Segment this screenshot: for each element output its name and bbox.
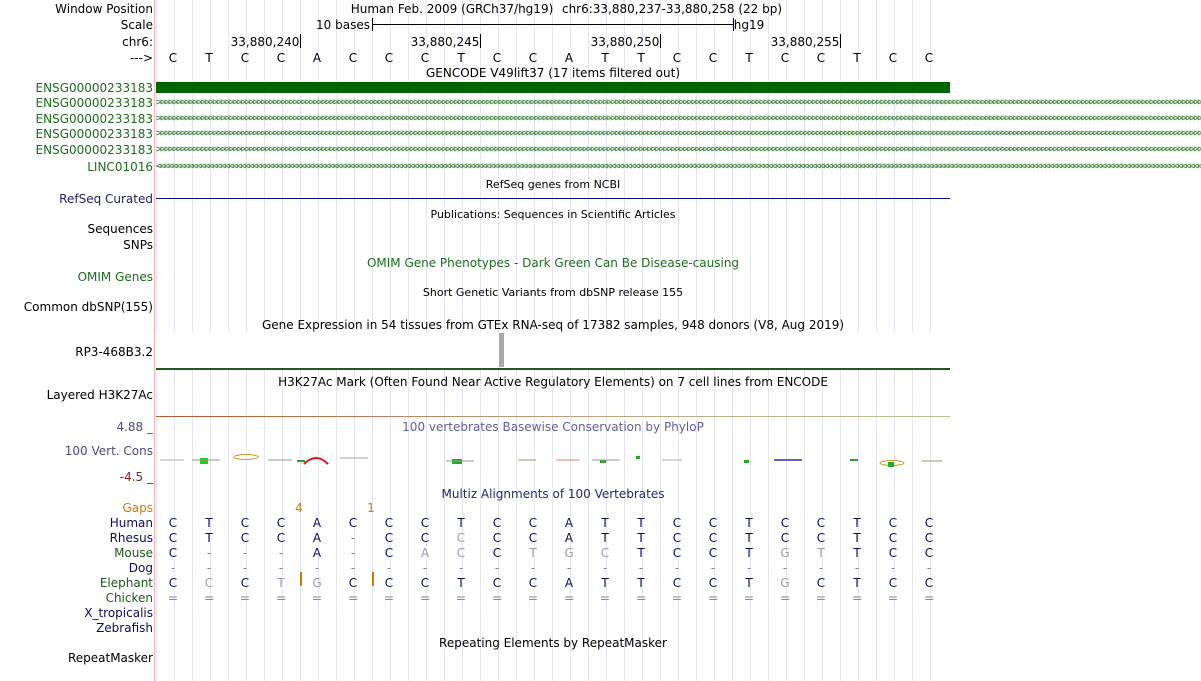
alignment-base: G — [780, 576, 790, 590]
alignment-base: = — [311, 591, 323, 605]
repeatmasker-track-label[interactable]: RepeatMasker — [67, 651, 153, 665]
gtex-gene-label[interactable]: RP3-468B3.2 — [75, 345, 153, 359]
alignment-base: = — [167, 591, 179, 605]
reference-base: A — [564, 51, 574, 65]
alignment-base: A — [312, 546, 322, 560]
dbsnp-track-label[interactable]: Common dbSNP(155) — [23, 300, 153, 314]
alignment-base: C — [420, 576, 430, 590]
alignment-base: C — [168, 531, 178, 545]
alignment-base: T — [745, 576, 753, 590]
alignment-base: - — [206, 561, 212, 575]
alignment-base: T — [457, 576, 465, 590]
ruler-tick — [660, 34, 661, 48]
repeatmasker-track-title: Repeating Elements by RepeatMasker — [439, 636, 667, 650]
alignment-base: T — [637, 516, 645, 530]
alignment-base: - — [458, 561, 464, 575]
gencode-item-label[interactable]: ENSG00000233183 — [35, 127, 153, 141]
alignment-base: = — [563, 591, 575, 605]
species-label[interactable]: Zebrafish — [96, 621, 153, 635]
alignment-base: = — [203, 591, 215, 605]
alignment-base: G — [312, 576, 322, 590]
alignment-base: C — [816, 576, 826, 590]
gap-count: 1 — [367, 501, 375, 515]
refseq-track-title: RefSeq genes from NCBI — [485, 178, 621, 191]
alignment-base: C — [924, 546, 934, 560]
alignment-base: T — [745, 516, 753, 530]
alignment-base: C — [240, 576, 250, 590]
alignment-base: C — [420, 531, 430, 545]
alignment-base: - — [854, 561, 860, 575]
alignment-base: - — [314, 561, 320, 575]
alignment-base: - — [674, 561, 680, 575]
reference-base: C — [276, 51, 286, 65]
alignment-base: C — [204, 576, 214, 590]
alignment-base: C — [384, 516, 394, 530]
alignment-base: = — [239, 591, 251, 605]
alignment-base: - — [350, 546, 356, 560]
alignment-base: C — [168, 576, 178, 590]
alignment-base: - — [278, 561, 284, 575]
h3k27ac-track-label[interactable]: Layered H3K27Ac — [46, 388, 153, 402]
alignment-base: - — [638, 561, 644, 575]
alignment-base: = — [383, 591, 395, 605]
scale-db: hg19 — [733, 18, 765, 32]
alignment-base: T — [853, 576, 861, 590]
gaps-label: Gaps — [122, 501, 153, 515]
alignment-base: C — [240, 531, 250, 545]
alignment-base: C — [672, 576, 682, 590]
label-divider — [154, 0, 155, 681]
alignment-base: = — [779, 591, 791, 605]
reference-base: T — [457, 51, 465, 65]
species-label[interactable]: Chicken — [105, 591, 153, 605]
alignment-base: - — [566, 561, 572, 575]
gap-marker — [372, 572, 374, 586]
alignment-base: A — [564, 531, 574, 545]
alignment-base: - — [530, 561, 536, 575]
dbsnp-track-title: Short Genetic Variants from dbSNP release 155 — [422, 286, 684, 299]
gtex-gene-model[interactable] — [156, 368, 950, 370]
alignment-base: C — [672, 546, 682, 560]
alignment-base: C — [456, 546, 466, 560]
alignment-base: C — [492, 576, 502, 590]
alignment-base: - — [350, 531, 356, 545]
alignment-base: T — [205, 516, 213, 530]
alignment-base: T — [745, 531, 753, 545]
alignment-base: C — [816, 516, 826, 530]
alignment-base: C — [276, 531, 286, 545]
alignment-base: C — [276, 516, 286, 530]
gtex-track-title: Gene Expression in 54 tissues from GTEx RNA-seq of 17382 samples, 948 donors (V8, Aug 2019) — [261, 318, 845, 332]
alignment-base: C — [492, 516, 502, 530]
reference-base: C — [348, 51, 358, 65]
reference-base: T — [601, 51, 609, 65]
gencode-item-label[interactable]: ENSG00000233183 — [35, 96, 153, 110]
alignment-base: T — [853, 531, 861, 545]
alignment-base: C — [816, 531, 826, 545]
alignment-base: T — [601, 516, 609, 530]
alignment-base: - — [170, 561, 176, 575]
chrom-label: chr6: — [122, 35, 153, 49]
alignment-base: A — [420, 546, 430, 560]
alignment-base: T — [637, 576, 645, 590]
alignment-base: - — [386, 561, 392, 575]
alignment-base: C — [888, 546, 898, 560]
alignment-base: C — [708, 531, 718, 545]
gtex-track-area — [156, 332, 950, 368]
alignment-base: C — [384, 531, 394, 545]
omim-track-label[interactable]: OMIM Genes — [77, 270, 153, 284]
alignment-base: - — [746, 561, 752, 575]
alignment-base: C — [492, 546, 502, 560]
reference-base: C — [780, 51, 790, 65]
alignment-base: T — [205, 531, 213, 545]
h3k27ac-track-title: H3K27Ac Mark (Often Found Near Active Regulatory Elements) on 7 cell lines from ENCODE — [278, 375, 828, 389]
alignment-base: C — [384, 576, 394, 590]
alignment-base: - — [278, 546, 284, 560]
alignment-base: A — [312, 531, 322, 545]
gtex-expression-bar[interactable] — [499, 333, 504, 367]
alignment-base: = — [455, 591, 467, 605]
alignment-base: - — [350, 561, 356, 575]
gap-marker — [300, 572, 302, 586]
reference-base: C — [240, 51, 250, 65]
alignment-base: C — [528, 576, 538, 590]
refseq-gene-line[interactable] — [156, 198, 950, 199]
gencode-item-label[interactable]: LINC01016 — [87, 160, 153, 174]
alignment-base: - — [242, 561, 248, 575]
alignment-base: = — [599, 591, 611, 605]
gencode-item-label[interactable]: ENSG00000233183 — [35, 112, 153, 126]
alignment-base: A — [312, 516, 322, 530]
gencode-intron-forward[interactable]: >>>>>>>>>>>>>>>>>>>>>>>>>>>>>>>>>>>>>>>>>>>>>>>>>>>>>>>>>>>>>>>>>>>>>>>>>>>>>>>>>>>>>>>>>>>>>>>>>>>>>>>>>>>>>>>>>>>>>>>>>>>>>>>>>>>>>>>>>>>>>>>>>>>>>>>>>>>>>>>>>>>>>>>>>>>>>>>>>>>>>>>>>>>>>>>>>>>>>>>>>>>>>>>>>>>>>>>>>>>>>>>>>>>>>>>>>>>>>>>>>>>>>>>>>>>>>>>>>>>> — [156, 97, 1201, 108]
ruler-tick — [480, 34, 481, 48]
scale-bar-text: 10 bases — [316, 18, 370, 32]
alignment-base: - — [818, 561, 824, 575]
gencode-item-label[interactable]: ENSG00000233183 — [35, 143, 153, 157]
alignment-base: C — [492, 531, 502, 545]
alignment-base: C — [888, 576, 898, 590]
species-label[interactable]: X_tropicalis — [84, 606, 153, 620]
alignment-base: - — [494, 561, 500, 575]
reference-base: C — [924, 51, 934, 65]
scale-label: Scale — [120, 18, 153, 32]
reference-base: C — [420, 51, 430, 65]
reference-base: C — [528, 51, 538, 65]
alignment-base: = — [527, 591, 539, 605]
alignment-base: - — [926, 561, 932, 575]
reference-base: C — [888, 51, 898, 65]
alignment-base: T — [529, 546, 537, 560]
alignment-base: C — [708, 546, 718, 560]
alignment-base: C — [708, 576, 718, 590]
multiz-track-title: Multiz Alignments of 100 Vertebrates — [441, 487, 665, 501]
alignment-base: - — [602, 561, 608, 575]
reference-base: T — [745, 51, 753, 65]
alignment-base: C — [168, 546, 178, 560]
alignment-base: = — [419, 591, 431, 605]
reference-base: C — [168, 51, 178, 65]
reference-base: C — [492, 51, 502, 65]
alignment-base: = — [707, 591, 719, 605]
ruler-tick-label: 33,880,240 — [230, 35, 300, 49]
alignment-base: T — [601, 531, 609, 545]
phylop-max-label: 4.88 _ — [116, 420, 153, 434]
species-label[interactable]: Human — [109, 516, 153, 530]
alignment-base: C — [780, 516, 790, 530]
alignment-base: T — [745, 546, 753, 560]
alignment-base: C — [348, 516, 358, 530]
alignment-base: = — [671, 591, 683, 605]
alignment-base: = — [743, 591, 755, 605]
alignment-base: A — [564, 516, 574, 530]
publications-track-label[interactable]: Sequences — [87, 222, 153, 236]
alignment-base: T — [457, 516, 465, 530]
ruler-tick — [840, 34, 841, 48]
alignment-base: C — [924, 516, 934, 530]
reference-base: A — [312, 51, 322, 65]
species-label[interactable]: Rhesus — [109, 531, 153, 545]
ruler-tick-label: 33,880,245 — [410, 35, 480, 49]
alignment-base: = — [851, 591, 863, 605]
alignment-base: A — [564, 576, 574, 590]
alignment-base: - — [242, 546, 248, 560]
alignment-base: C — [708, 516, 718, 530]
alignment-base: C — [600, 546, 610, 560]
gencode-item-label[interactable]: ENSG00000233183 — [35, 81, 153, 95]
ruler-tick — [300, 34, 301, 48]
alignment-base: G — [780, 546, 790, 560]
alignment-base: C — [888, 531, 898, 545]
alignment-base: C — [672, 516, 682, 530]
alignment-base: = — [887, 591, 899, 605]
alignment-base: T — [853, 516, 861, 530]
strand-label: ---> — [129, 51, 153, 65]
alignment-base: T — [637, 531, 645, 545]
alignment-base: C — [348, 576, 358, 590]
phylop-track-label[interactable]: 100 Vert. Cons — [64, 444, 153, 458]
alignment-base: = — [275, 591, 287, 605]
assembly-name: Human Feb. 2009 (GRCh37/hg19) — [350, 2, 554, 16]
gencode-track-title: GENCODE V49lift37 (17 items filtered out) — [425, 66, 680, 80]
alignment-base: C — [456, 531, 466, 545]
h3k27ac-signal[interactable] — [156, 416, 950, 417]
alignment-base: = — [635, 591, 647, 605]
reference-base: C — [384, 51, 394, 65]
alignment-base: C — [780, 531, 790, 545]
omim-track-title: OMIM Gene Phenotypes - Dark Green Can Be Disease-causing — [366, 256, 740, 270]
alignment-base: T — [601, 576, 609, 590]
reference-base: T — [853, 51, 861, 65]
alignment-base: C — [420, 516, 430, 530]
alignment-base: C — [924, 576, 934, 590]
reference-base: T — [205, 51, 213, 65]
alignment-base: = — [347, 591, 359, 605]
species-label[interactable]: Dog — [128, 561, 153, 575]
alignment-base: G — [564, 546, 574, 560]
reference-base: C — [672, 51, 682, 65]
position-readout[interactable]: chr6:33,880,237-33,880,258 (22 bp) — [561, 2, 783, 16]
reference-base: C — [816, 51, 826, 65]
alignment-base: C — [888, 516, 898, 530]
snps-track-label[interactable]: SNPs — [123, 238, 153, 252]
alignment-base: = — [923, 591, 935, 605]
publications-track-title: Publications: Sequences in Scientific Articles — [430, 208, 676, 221]
alignment-base: = — [815, 591, 827, 605]
alignment-base: C — [924, 531, 934, 545]
species-label[interactable]: Mouse — [114, 546, 153, 560]
ruler-tick-label: 33,880,255 — [770, 35, 840, 49]
reference-base: C — [708, 51, 718, 65]
gap-count: 4 — [295, 501, 303, 515]
alignment-base: T — [853, 546, 861, 560]
alignment-base: - — [710, 561, 716, 575]
alignment-base: - — [782, 561, 788, 575]
gencode-intron-forward[interactable]: >>>>>>>>>>>>>>>>>>>>>>>>>>>>>>>>>>>>>>>>>>>>>>>>>>>>>>>>>>>>>>>>>>>>>>>>>>>>>>>>>>>>>>>>>>>>>>>>>>>>>>>>>>>>>>>>>>>>>>>>>>>>>>>>>>>>>>>>>>>>>>>>>>>>>>>>>>>>>>>>>>>>>>>>>>>>>>>>>>>>>>>>>>>>>>>>>>>>>>>>>>>>>>>>>>>>>>>>>>>>>>>>>>>>>>>>>>>>>>>>>>>>>>>>>>>>>>>>>>>> — [156, 144, 1201, 155]
gencode-intron-forward[interactable]: >>>>>>>>>>>>>>>>>>>>>>>>>>>>>>>>>>>>>>>>>>>>>>>>>>>>>>>>>>>>>>>>>>>>>>>>>>>>>>>>>>>>>>>>>>>>>>>>>>>>>>>>>>>>>>>>>>>>>>>>>>>>>>>>>>>>>>>>>>>>>>>>>>>>>>>>>>>>>>>>>>>>>>>>>>>>>>>>>>>>>>>>>>>>>>>>>>>>>>>>>>>>>>>>>>>>>>>>>>>>>>>>>>>>>>>>>>>>>>>>>>>>>>>>>>>>>>>>>>>> — [156, 128, 1201, 139]
ruler-tick-label: 33,880,250 — [590, 35, 660, 49]
gencode-exon-block[interactable] — [156, 82, 950, 93]
refseq-track-label[interactable]: RefSeq Curated — [59, 192, 153, 206]
scale-bar-start — [372, 18, 373, 31]
alignment-base: - — [206, 546, 212, 560]
alignment-base: C — [528, 531, 538, 545]
alignment-base: T — [277, 576, 285, 590]
window-position-label: Window Position — [55, 2, 153, 16]
alignment-base: C — [168, 516, 178, 530]
alignment-base: T — [637, 546, 645, 560]
alignment-base: T — [817, 546, 825, 560]
gencode-intron-forward[interactable]: >>>>>>>>>>>>>>>>>>>>>>>>>>>>>>>>>>>>>>>>>>>>>>>>>>>>>>>>>>>>>>>>>>>>>>>>>>>>>>>>>>>>>>>>>>>>>>>>>>>>>>>>>>>>>>>>>>>>>>>>>>>>>>>>>>>>>>>>>>>>>>>>>>>>>>>>>>>>>>>>>>>>>>>>>>>>>>>>>>>>>>>>>>>>>>>>>>>>>>>>>>>>>>>>>>>>>>>>>>>>>>>>>>>>>>>>>>>>>>>>>>>>>>>>>>>>>>>>>>>> — [156, 113, 1201, 124]
alignment-base: = — [491, 591, 503, 605]
alignment-base: - — [422, 561, 428, 575]
phylop-min-label: -4.5 _ — [119, 470, 153, 484]
alignment-base: C — [528, 516, 538, 530]
reference-base: T — [637, 51, 645, 65]
phylop-track-title: 100 vertebrates Basewise Conservation by PhyloP — [402, 420, 704, 434]
species-label[interactable]: Elephant — [99, 576, 153, 590]
phylop-wiggle[interactable] — [156, 450, 950, 470]
alignment-base: C — [240, 516, 250, 530]
alignment-base: C — [384, 546, 394, 560]
scale-bar — [372, 24, 733, 25]
alignment-base: - — [890, 561, 896, 575]
gencode-intron-reverse[interactable]: <<<<<<<<<<<<<<<<<<<<<<<<<<<<<<<<<<<<<<<<<<<<<<<<<<<<<<<<<<<<<<<<<<<<<<<<<<<<<<<<<<<<<<<<<<<<<<<<<<<<<<<<<<<<<<<<<<<<<<<<<<<<<<<<<<<<<<<<<<<<<<<<<<<<<<<<<<<<<<<<<<<<<<<<<<<<<<<<<<<<<<<<<<<<<<<<<<<<<<<<<<<<<<<<<<<<<<<<<<<<<<<<<<<<<<<<<<<<<<<<<<<<<<<<<<<<<<<<<<<< — [156, 161, 1201, 172]
alignment-base: C — [672, 531, 682, 545]
